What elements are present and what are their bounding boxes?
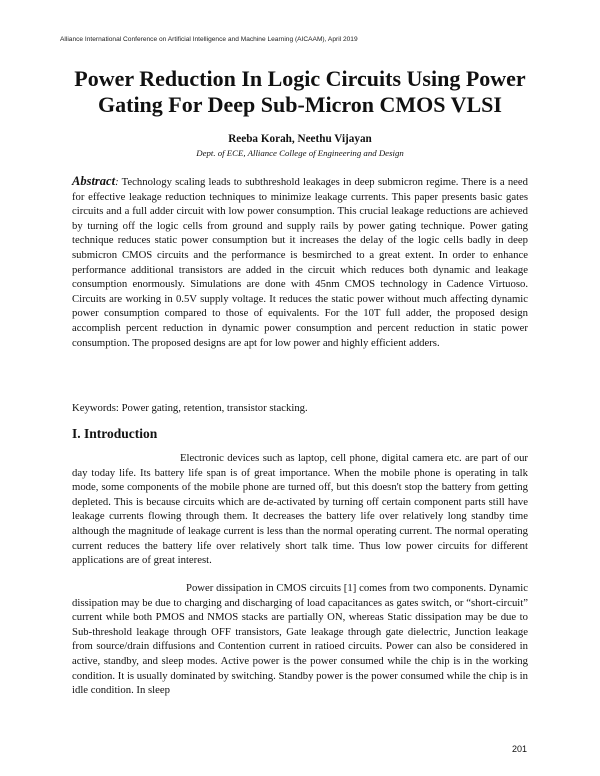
- abstract-text: Technology scaling leads to subthreshold leakages in deep submicron regime. There is a need for effective leakage reduction techniques to minimize leakage currents. This paper presents basic gates circuits and a full adder circuit with low power consumption. This crucial leakage reductions are achieved by turning off the logic cells from ground and supply rails by power gating technique. Power gating technique reduces static power consumption but it increases the delay of the logic cells badly in deep submicron CMOS circuits and the performance is besmirched to a great extent. In order to enhance performance additional transistors are added in the circuit which reduces both dynamic and leakage consumption enormously. Simulations are done with 45nm CMOS technology in Cadence Virtuoso. Circuits are working in 0.5V supply voltage. It reduces the static power without much affecting dynamic power consumption compared to those of equivalents. For the 10T full adder, the proposed design accomplish percent reduction in dynamic power consumption and percent reduction in static power consumption. The proposed designs are apt for low power and highly efficient adders.: [72, 176, 528, 349]
- page-number: 201: [512, 744, 528, 754]
- author-name: Reeba Korah: [228, 133, 292, 145]
- author-name: Neethu Vijayan: [297, 133, 372, 145]
- paper-title: Power Reduction In Logic Circuits Using Power Gating For Deep Sub-Micron CMOS VLSI: [74, 66, 526, 117]
- section-heading-introduction: I. Introduction: [72, 426, 158, 441]
- abstract-colon: :: [115, 176, 119, 188]
- running-header: Alliance International Conference on Artificial Intelligence and Machine Learning (AICAAM), April 2019: [60, 36, 358, 43]
- author-separator: ,: [291, 133, 298, 145]
- introduction-paragraph-2: Power dissipation in CMOS circuits [1] comes from two components. Dynamic dissipation may be due to charging and discharging of load capacitances as gates switch, or “short-circuit” current while both PMOS and NMOS stacks are partially ON, whereas Static dissipation may be due to Sub-threshold leakage through OFF transistors, Gate leakage through gate dielectric, Junction leakage from source/drain diffusions and Contention current in ratioed circuits. Power can also be considered in active, standby, and sleep modes. Active power is the power consumed while the chip is in the working condition. It is usually dominated by switching. Standby power is the power consumed while the chip is in idle condition. In sleep: [72, 582, 528, 697]
- author-affiliation: Dept. of ECE, Alliance College of Engineering and Design: [196, 148, 404, 158]
- abstract-label: Abstract: [72, 174, 116, 188]
- keywords-line: Keywords: Power gating, retention, transistor stacking.: [72, 402, 308, 414]
- author-list: [60, 133, 540, 145]
- abstract-paragraph: [72, 174, 528, 350]
- introduction-paragraph-1: Electronic devices such as laptop, cell phone, digital camera etc. are part of our day today life. Its battery life span is of great importance. When the mobile phone is operating in talk mode, some components of the mobile phone are turned off, but this doesn't stop the battery from getting depleted. This is because circuits which are de-activated by turning off certain component parts still have leakage currents flowing through them. It decreases the battery life over relatively long standby time although the magnitude of leakage current is less than the normal operating current. The normal operating current reduces the battery life over relatively short talk time. Thus low power circuits for different applications are of great interest.: [72, 452, 528, 567]
